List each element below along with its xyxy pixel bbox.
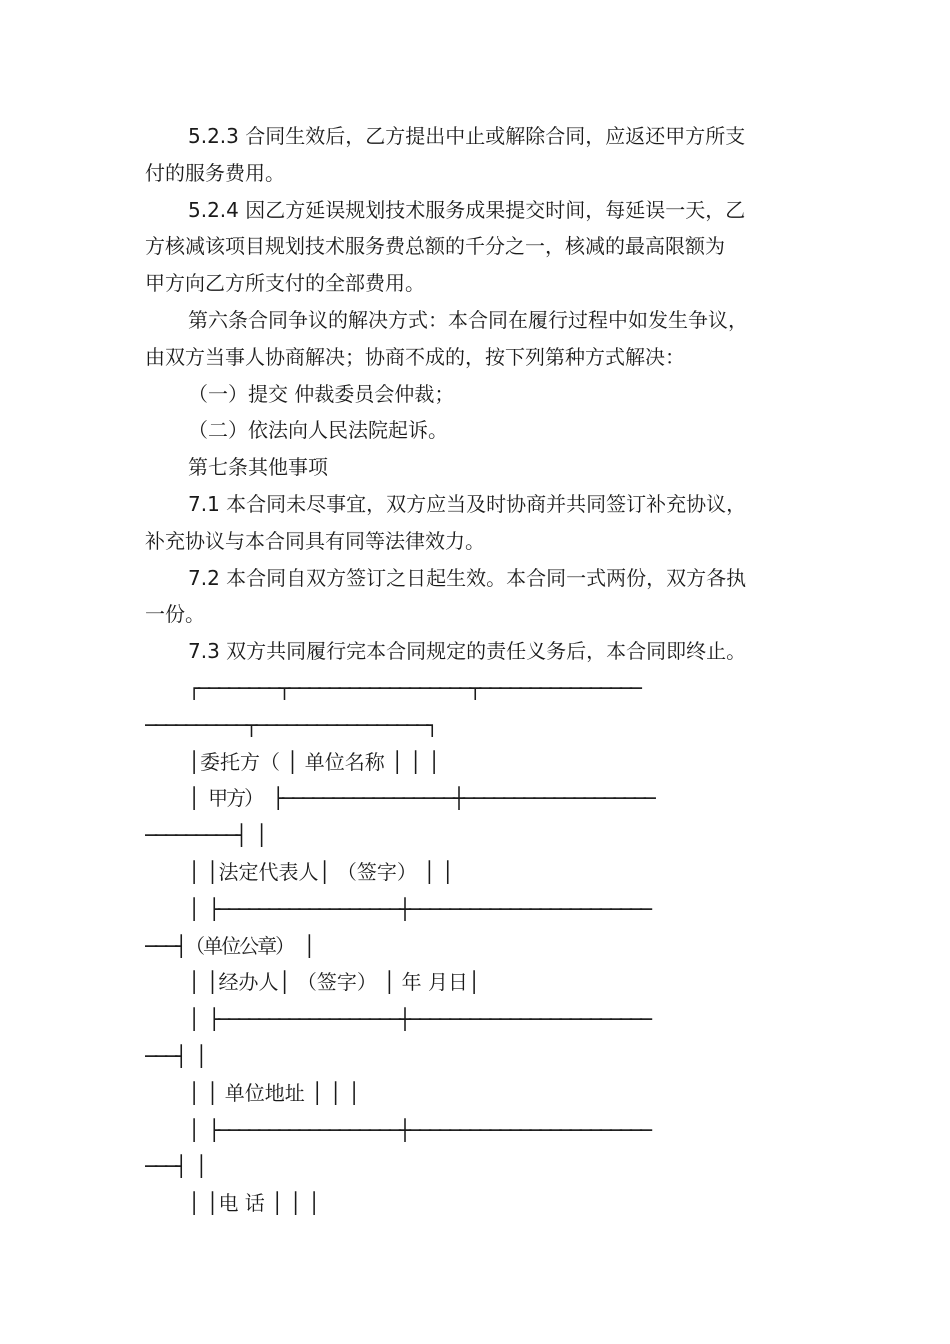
paragraph-line: 7.1 本合同未尽事宜，双方应当及时协商并共同签订补充协议， [188, 491, 747, 516]
list-item: （一）提交 仲裁委员会仲裁； [188, 381, 455, 406]
paragraph-line: 补充协议与本合同具有同等法律效力。 [145, 528, 485, 553]
table-border-line: ───┤ │ [145, 1043, 206, 1068]
table-border-line: │ ├──────────────────┼──────────────────────── [188, 896, 650, 921]
table-row: ───┤（单位公章） │ [145, 933, 314, 958]
document-page [145, 118, 807, 1222]
paragraph-line: 甲方向乙方所支付的全部费用。 [145, 271, 425, 296]
paragraph-line: 5.2.3 合同生效后，乙方提出中止或解除合同，应返还甲方所支 [188, 124, 746, 148]
paragraph-line: 第六条合同争议的解决方式：本合同在履行过程中如发生争议， [188, 307, 748, 332]
paragraph-line: 7.2 本合同自双方签订之日起生效。本合同一式两份，双方各执 [188, 565, 747, 590]
table-row: │委托方（ │ 单位名称 │ │ │ [188, 749, 440, 774]
table-row: │ │法定代表人│ （签字） │ │ [188, 859, 454, 884]
paragraph-line: 由双方当事人协商解决；协商不成的，按下列第种方式解决： [145, 344, 685, 369]
table-border-line: │ ├──────────────────┼──────────────────────── [188, 1117, 650, 1142]
table-border-line: ─────────┤ │ [145, 823, 266, 848]
paragraph-line: 付的服务费用。 [145, 160, 285, 185]
table-border-line: ───┤ │ [145, 1154, 206, 1179]
table-row: │ │ 单位地址 │ │ │ [188, 1080, 360, 1105]
paragraph-line: 7.3 双方共同履行完本合同规定的责任义务后，本合同即终止。 [188, 639, 747, 664]
table-border-line: ──────────┬─────────────────┐ [145, 712, 437, 737]
table-border-line: │ ├──────────────────┼──────────────────────── [188, 1007, 650, 1032]
table-row: │ │经办人│ （签字） │ 年 月日│ [188, 970, 480, 995]
paragraph-line: 5.2.4 因乙方延误规划技术服务成果提交时间，每延误一天，乙 [188, 197, 746, 222]
table-border-line: ┌────────┬──────────────────┬──────────────── [188, 675, 640, 700]
table-row: │ 甲方） ├─────────────────┼─────────────────── [188, 786, 654, 811]
paragraph-line: 一份。 [145, 602, 205, 627]
section-heading: 第七条其他事项 [188, 455, 328, 480]
table-row: │ │电 话 │ │ │ [188, 1191, 320, 1216]
paragraph-line: 方核减该项目规划技术服务费总额的千分之一，核减的最高限额为 [145, 234, 725, 259]
list-item: （二）依法向人民法院起诉。 [188, 418, 448, 443]
